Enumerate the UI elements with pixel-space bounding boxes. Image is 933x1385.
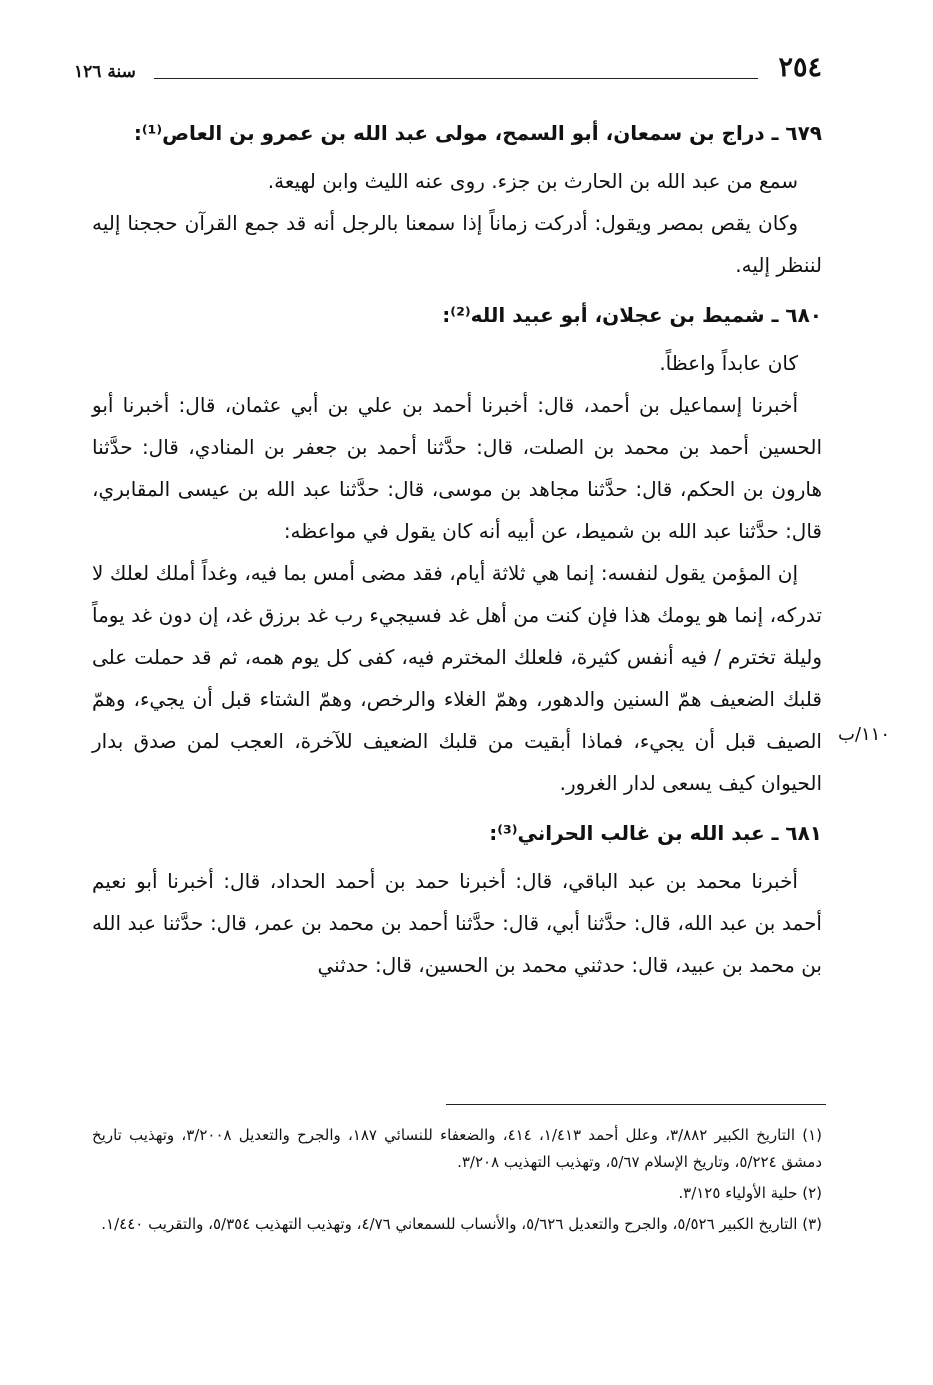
paragraph: أخبرنا إسماعيل بن أحمد، قال: أخبرنا أحمد بن علي بن أبي عثمان، قال: أخبرنا أبو الحسين أحمد بن محمد بن الصلت، قال: حدَّثنا أحمد بن جعفر بن المنادي، قال: حدَّثنا هارون بن الحكم، قال: حدَّثنا مجاهد بن موسى، قال: حدَّثنا عبد الله بن عيسى المقابري، قال: حدَّثنا عبد الله بن شميط، عن أبيه أنه كان يقول في مواعظه:: [92, 393, 822, 543]
paragraph: كان عابداً واعظاً.: [659, 351, 798, 375]
footnote: (١) التاريخ الكبير ٣/٨٨٢، وعلل أحمد ١/٤١٣، ٤١٤، والضعفاء للنسائي ١٨٧، والجرح والتعديل ٣/٢٠٠٨، وتهذيب تاريخ دمشق ٥/٢٢٤، وتاريخ الإسلام ٥/٦٧، وتهذيب التهذيب ٣/٢٠٨.: [92, 1126, 822, 1171]
page-number: ٢٥٤: [778, 52, 822, 83]
footnote: (٣) التاريخ الكبير ٥/٥٢٦، والجرح والتعديل ٥/٦٢٦، والأنساب للسمعاني ٤/٧٦، وتهذيب التهذيب ٥/٣٥٤، والتقريب ١/٤٤٠.: [101, 1215, 822, 1233]
entry-681: [92, 812, 822, 986]
paragraph: إن المؤمن يقول لنفسه: إنما هي ثلاثة أيام، فقد مضى أمس بما فيه، وغداً أملك لعلك لا تدركه، إنما هو يومك هذا فإن كنت من أهل غد فسيجيء رب غد برزق غد، إن دون غد يوماً وليلة تخترم / فيه أنفس كثيرة، فلعلك المخترم فيه، كفى كل يوم همه، ثم قد حملت على قلبك الضعيف همّ السنين والدهور، وهمّ الغلاء والرخص، وهمّ الشتاء قبل أن يجيء، وهمّ الصيف قبل أن يجيء، فماذا أبقيت من قلبك الضعيف للآخرة، العجب لمن صدق بدار الحيوان كيف يسعى لدار الغرور.: [92, 561, 822, 795]
header-rule: [154, 78, 758, 79]
page-header: [74, 52, 822, 92]
paragraph: سمع من عبد الله بن الحارث بن جزء. روى عنه الليث وابن لهيعة.: [267, 169, 798, 193]
entry-679: [92, 112, 822, 286]
footnote: (٢) حلية الأولياء ٣/١٢٥.: [678, 1184, 822, 1202]
main-text: [92, 112, 822, 986]
paragraph: أخبرنا محمد بن عبد الباقي، قال: أخبرنا حمد بن أحمد الحداد، قال: أخبرنا أبو نعيم أحمد بن عبد الله، قال: حدَّثنا أبي، قال: حدَّثنا أحمد بن محمد بن عمر، قال: حدَّثنا عبد الله بن محمد بن عبيد، قال: حدثني محمد بن الحسين، قال: حدثني: [92, 869, 822, 977]
entry-title: ٦٨١ ـ عبد الله بن غالب الحراني⁽³⁾:: [489, 821, 822, 845]
entry-title: ٦٧٩ ـ دراج بن سمعان، أبو السمح، مولى عبد الله بن عمرو بن العاص⁽¹⁾:: [133, 121, 822, 145]
paragraph: وكان يقص بمصر ويقول: أدركت زماناً إذا سمعنا بالرجل أنه قد جمع القرآن حججنا إليه لننظر إليه.: [92, 211, 822, 277]
manuscript-folio-note: ١١٠/ب: [838, 724, 891, 745]
footnote-rule: [446, 1104, 826, 1105]
entry-680: [92, 294, 822, 804]
running-head-year: سنة ١٢٦: [74, 62, 136, 82]
footnotes: [92, 1122, 822, 1242]
entry-title: ٦٨٠ ـ شميط بن عجلان، أبو عبيد الله⁽²⁾:: [442, 303, 822, 327]
